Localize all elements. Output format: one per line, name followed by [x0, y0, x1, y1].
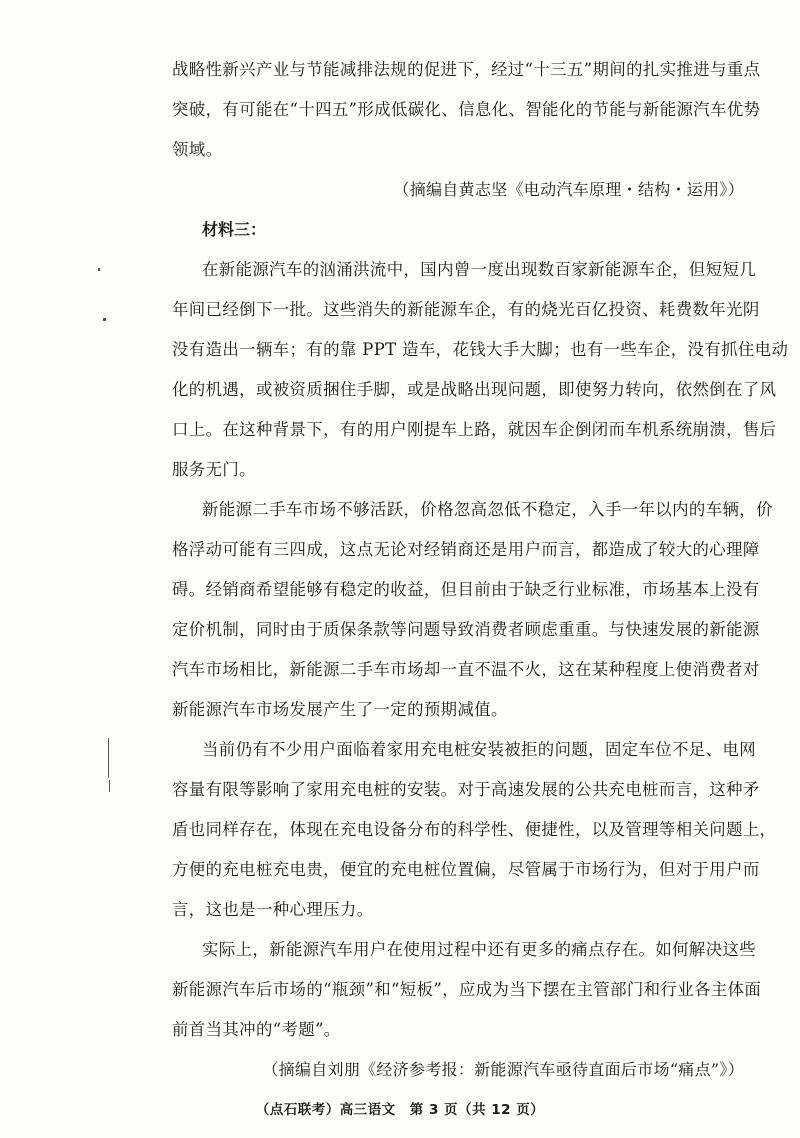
text-line: 定价机制，同时由于质保条款等问题导致消费者顾虑重重。与快速发展的新能源	[172, 620, 760, 639]
material-heading: 材料三：	[202, 220, 267, 239]
text-line: 新能源汽车后市场的“瓶颈”和“短板”，应成为当下摆在主管部门和行业各主体面	[172, 980, 762, 999]
page-footer: （点石联考）高三语文 第 3 页（共 12 页）	[255, 1102, 545, 1118]
text-line: 前首当其冲的“考题”。	[172, 1020, 341, 1039]
text-line: 服务无门。	[172, 460, 256, 479]
text-line: 战略性新兴产业与节能减排法规的促进下，经过“十三五”期间的扎实推进与重点	[172, 60, 761, 79]
text-line: 实际上，新能源汽车用户在使用过程中还有更多的痛点存在。如何解决这些	[202, 940, 757, 959]
text-line: 新能源二手车市场不够活跃，价格忽高忽低不稳定，入手一年以内的车辆，价	[202, 500, 773, 519]
text-line: 领域。	[172, 140, 223, 159]
text-line: 口上。在这种背景下，有的用户刚提车上路，就因车企倒闭而车机系统崩溃，售后	[172, 420, 777, 439]
scan-line	[109, 780, 110, 792]
text-line: 化的机遇，或被资质捆住手脚，或是战略出现问题，即使努力转向，依然倒在了风	[172, 380, 777, 399]
text-line: 年间已经倒下一批。这些消失的新能源车企，有的烧光百亿投资、耗费数年光阴	[172, 300, 760, 319]
text-line: 言，这也是一种心理压力。	[172, 900, 374, 919]
text-line: 汽车市场相比，新能源二手车市场却一直不温不火，这在某种程度上使消费者对	[172, 660, 760, 679]
text-line: 盾也同样存在，体现在充电设备分布的科学性、便捷性，以及管理等相关问题上，	[172, 820, 777, 839]
text-line: 当前仍有不少用户面临着家用充电桩安装被拒的问题，固定车位不足、电网	[202, 740, 757, 759]
scan-speck	[103, 318, 106, 321]
scan-line	[108, 738, 109, 778]
text-line: 容量有限等影响了家用充电桩的安装。对于高速发展的公共充电桩而言，这种矛	[172, 780, 760, 799]
text-line: 在新能源汽车的汹涌洪流中，国内曾一度出现数百家新能源车企，但短短几	[202, 260, 757, 279]
text-line: 新能源汽车市场发展产生了一定的预期减值。	[172, 700, 508, 719]
text-line: 碍。经销商希望能够有稳定的收益，但目前由于缺乏行业标准，市场基本上没有	[172, 580, 760, 599]
scan-speck	[98, 268, 100, 271]
text-line: 方便的充电桩充电贵，便宜的充电桩位置偏，尽管属于市场行为，但对于用户而	[172, 860, 760, 879]
text-line: 格浮动可能有三四成，这点无论对经销商还是用户而言，都造成了较大的心理障	[172, 540, 760, 559]
source-citation: （摘编自黄志坚《电动汽车原理・结构・运用》）	[393, 180, 744, 199]
text-line: 突破，有可能在“十四五”形成低碳化、信息化、智能化的节能与新能源汽车优势	[172, 100, 761, 119]
source-citation: （摘编自刘朋《经济参考报：新能源汽车亟待直面后市场“痛点”》）	[262, 1060, 744, 1079]
text-line: 没有造出一辆车；有的靠 PPT 造车，花钱大手大脚；也有一些车企，没有抓住电动	[172, 340, 789, 359]
